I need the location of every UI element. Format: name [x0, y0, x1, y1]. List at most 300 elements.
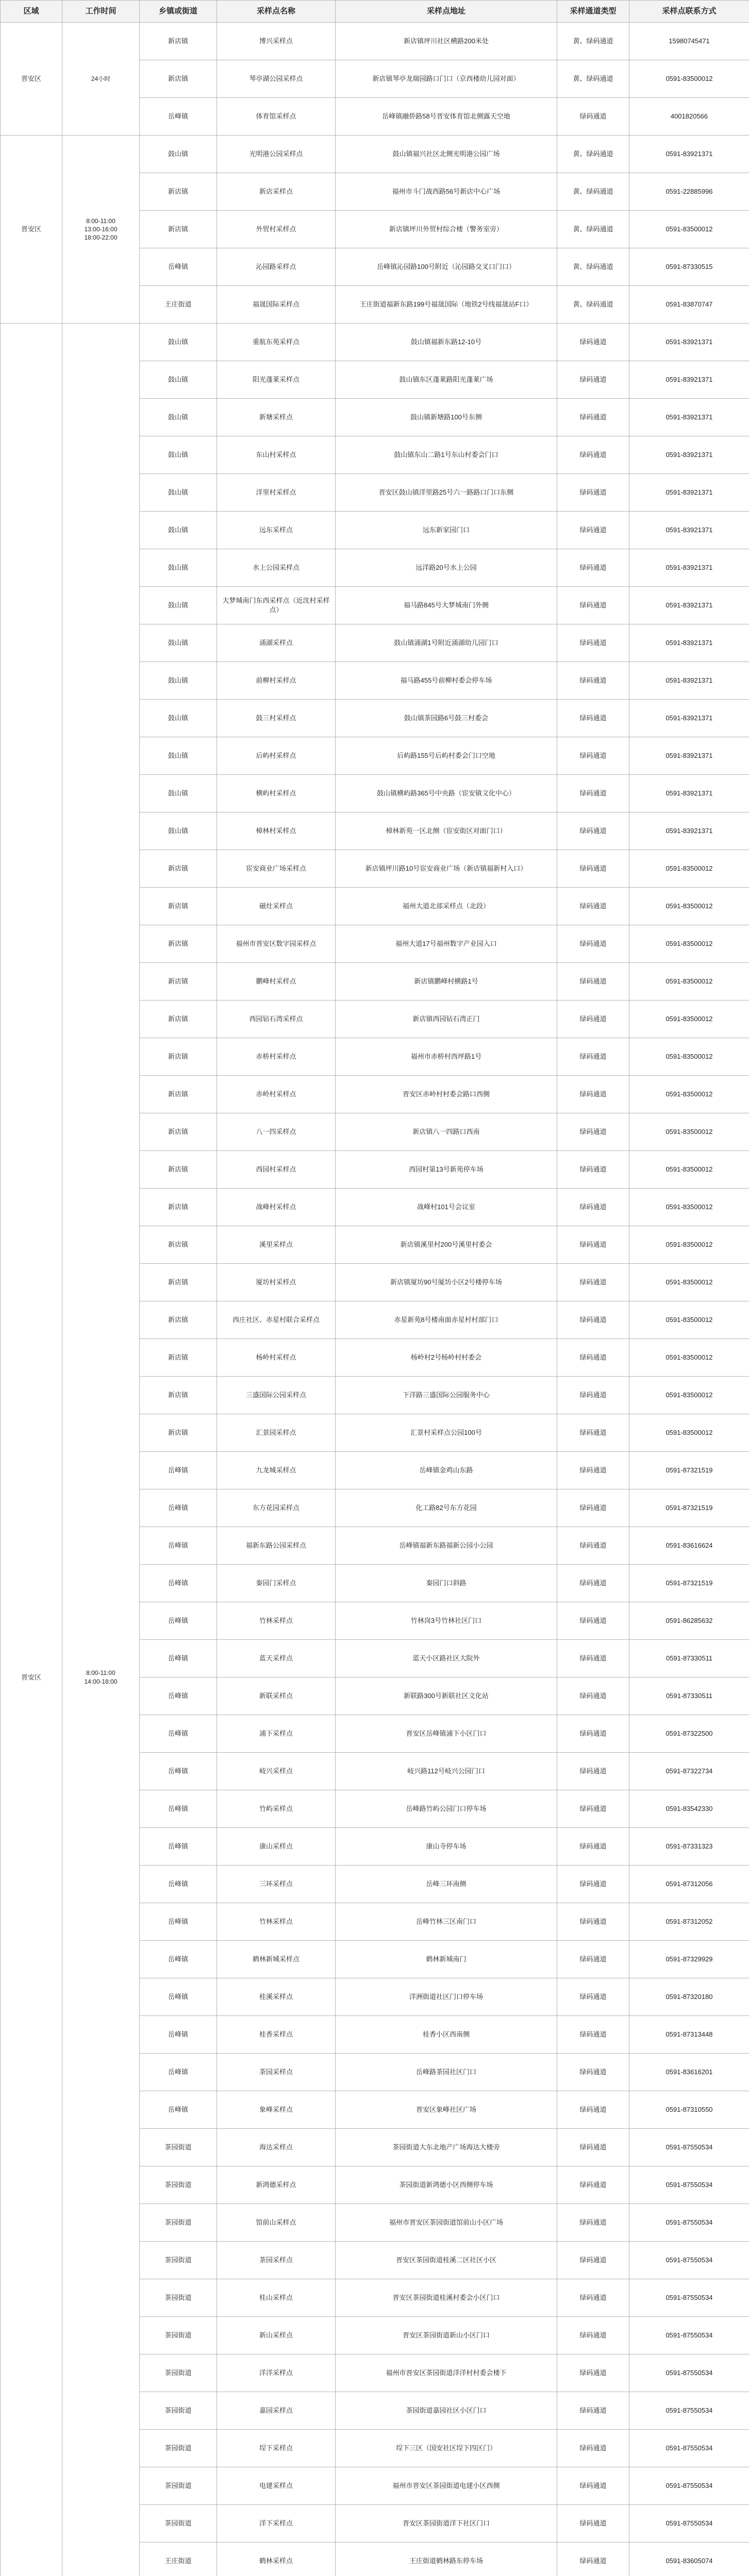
site-name-cell: 岐兴采样点	[217, 1753, 336, 1790]
town-cell: 新店镇	[140, 1414, 217, 1452]
channel-type-cell: 绿码通道	[557, 2505, 629, 2543]
channel-type-cell: 黄、绿码通道	[557, 248, 629, 286]
channel-type-cell: 绿码通道	[557, 399, 629, 436]
site-name-cell: 前柳村采样点	[217, 662, 336, 700]
site-address-cell: 汇景村采样点公园100号	[336, 1414, 557, 1452]
site-name-cell: 横屿村采样点	[217, 775, 336, 812]
channel-type-cell: 绿码通道	[557, 1452, 629, 1489]
site-address-cell: 新店镇坪川社区横路200米处	[336, 23, 557, 60]
site-name-cell: 桂溪采样点	[217, 1978, 336, 2016]
channel-type-cell: 绿码通道	[557, 624, 629, 662]
contact-cell: 0591-87312052	[629, 1903, 749, 1941]
channel-type-cell: 绿码通道	[557, 925, 629, 963]
town-cell: 茶园街道	[140, 2204, 217, 2242]
contact-cell: 0591-87313448	[629, 2016, 749, 2054]
site-name-cell: 新山采样点	[217, 2317, 336, 2354]
town-cell: 岳峰镇	[140, 1753, 217, 1790]
town-cell: 岳峰镇	[140, 1866, 217, 1903]
header-hours: 工作时间	[62, 1, 140, 23]
site-address-cell: 岳峰镇福新东路福新公园小公园	[336, 1527, 557, 1565]
contact-cell: 0591-83921371	[629, 549, 749, 587]
site-address-cell: 岐兴路112号岐兴公园门口	[336, 1753, 557, 1790]
contact-cell: 0591-83500012	[629, 1001, 749, 1038]
contact-cell: 0591-87550534	[629, 2392, 749, 2430]
channel-type-cell: 黄、绿码通道	[557, 173, 629, 211]
town-cell: 新店镇	[140, 850, 217, 888]
site-name-cell: 西园村采样点	[217, 1151, 336, 1189]
site-address-cell: 福州大道北部采样点（北段）	[336, 888, 557, 925]
town-cell: 鼓山镇	[140, 700, 217, 737]
contact-cell: 0591-83921371	[629, 812, 749, 850]
site-name-cell: 馆前山采样点	[217, 2204, 336, 2242]
contact-cell: 0591-83921371	[629, 474, 749, 512]
town-cell: 新店镇	[140, 1151, 217, 1189]
site-name-cell: 桂山采样点	[217, 2279, 336, 2317]
site-name-cell: 磁灶采样点	[217, 888, 336, 925]
town-cell: 茶园街道	[140, 2317, 217, 2354]
town-cell: 岳峰镇	[140, 1527, 217, 1565]
site-name-cell: 茶园采样点	[217, 2242, 336, 2279]
town-cell: 新店镇	[140, 925, 217, 963]
channel-type-cell: 绿码通道	[557, 2129, 629, 2166]
site-address-cell: 新店镇坪川路10号宦安商业广场（新店镇福新村入口）	[336, 850, 557, 888]
town-cell: 茶园街道	[140, 2392, 217, 2430]
town-cell: 新店镇	[140, 1377, 217, 1414]
channel-type-cell: 绿码通道	[557, 1001, 629, 1038]
channel-type-cell: 绿码通道	[557, 1602, 629, 1640]
town-cell: 岳峰镇	[140, 1978, 217, 2016]
site-name-cell: 茶园采样点	[217, 2054, 336, 2091]
contact-cell: 0591-83921371	[629, 436, 749, 474]
site-address-cell: 新店镇琴亭龙瑞园路口门口（京西楼幼儿园对面）	[336, 60, 557, 98]
town-cell: 岳峰镇	[140, 1640, 217, 1677]
site-name-cell: 博兴采样点	[217, 23, 336, 60]
channel-type-cell: 黄、绿码通道	[557, 286, 629, 324]
channel-type-cell: 绿码通道	[557, 1226, 629, 1264]
site-address-cell: 洋洲街道社区门口停车场	[336, 1978, 557, 2016]
contact-cell: 0591-87322734	[629, 1753, 749, 1790]
site-name-cell: 电建采样点	[217, 2467, 336, 2505]
site-address-cell: 晋安区茶园街道洋下社区门口	[336, 2505, 557, 2543]
site-address-cell: 下洋路三盛国际公园服务中心	[336, 1377, 557, 1414]
header-town: 乡镇或街道	[140, 1, 217, 23]
hours-cell: 8:00-11:00 13:00-16:00 18:00-22:00	[62, 135, 140, 324]
site-name-cell: 象峰采样点	[217, 2091, 336, 2129]
site-name-cell: 竹林采样点	[217, 1602, 336, 1640]
site-address-cell: 新店镇厦坊90号厦坊小区2号楼停车场	[336, 1264, 557, 1301]
contact-cell: 0591-83921371	[629, 587, 749, 624]
contact-cell: 0591-87550534	[629, 2317, 749, 2354]
town-cell: 茶园街道	[140, 2279, 217, 2317]
town-cell: 新店镇	[140, 211, 217, 248]
contact-cell: 0591-83921371	[629, 624, 749, 662]
site-address-cell: 福州市晋安区茶园街道电建小区西侧	[336, 2467, 557, 2505]
channel-type-cell: 黄、绿码通道	[557, 23, 629, 60]
site-name-cell: 竹林采样点	[217, 1903, 336, 1941]
town-cell: 鼓山镇	[140, 624, 217, 662]
channel-type-cell: 绿码通道	[557, 2204, 629, 2242]
town-cell: 新店镇	[140, 1226, 217, 1264]
site-name-cell: 沁园路采样点	[217, 248, 336, 286]
contact-cell: 0591-83616624	[629, 1527, 749, 1565]
channel-type-cell: 绿码通道	[557, 2166, 629, 2204]
channel-type-cell: 绿码通道	[557, 2317, 629, 2354]
contact-cell: 0591-83500012	[629, 850, 749, 888]
site-name-cell: 浦下采样点	[217, 1715, 336, 1753]
site-address-cell: 晋安区岳峰镇浦下小区门口	[336, 1715, 557, 1753]
town-cell: 岳峰镇	[140, 2016, 217, 2054]
site-name-cell: 洋里村采样点	[217, 474, 336, 512]
channel-type-cell: 绿码通道	[557, 1189, 629, 1226]
table-header-row	[1, 1, 749, 23]
site-address-cell: 新联路300号新联社区文化站	[336, 1677, 557, 1715]
site-address-cell: 樟林新苑一区北侧（宦安街区对面门口）	[336, 812, 557, 850]
site-address-cell: 战峰村101号会议室	[336, 1189, 557, 1226]
channel-type-cell: 绿码通道	[557, 1753, 629, 1790]
town-cell: 茶园街道	[140, 2505, 217, 2543]
town-cell: 新店镇	[140, 1001, 217, 1038]
site-name-cell: 嘉园采样点	[217, 2392, 336, 2430]
contact-cell: 0591-83500012	[629, 1151, 749, 1189]
town-cell: 鼓山镇	[140, 549, 217, 587]
town-cell: 鼓山镇	[140, 662, 217, 700]
site-name-cell: 竹屿采样点	[217, 1790, 336, 1828]
channel-type-cell: 绿码通道	[557, 1489, 629, 1527]
channel-type-cell: 绿码通道	[557, 775, 629, 812]
contact-cell: 0591-87321519	[629, 1565, 749, 1602]
town-cell: 茶园街道	[140, 2242, 217, 2279]
site-name-cell: 海达采样点	[217, 2129, 336, 2166]
contact-cell: 0591-83616201	[629, 2054, 749, 2091]
header-site-address: 采样点地址	[336, 1, 557, 23]
contact-cell: 0591-87331323	[629, 1828, 749, 1866]
channel-type-cell: 绿码通道	[557, 1565, 629, 1602]
header-channel-type: 采样通道类型	[557, 1, 629, 23]
site-name-cell: 战峰村采样点	[217, 1189, 336, 1226]
contact-cell: 0591-87550534	[629, 2204, 749, 2242]
site-address-cell: 新店镇八一四路口西南	[336, 1113, 557, 1151]
town-cell: 王庄街道	[140, 286, 217, 324]
site-address-cell: 新店镇坪川外贸村综合楼（警务室旁）	[336, 211, 557, 248]
site-name-cell: 福晟国际采样点	[217, 286, 336, 324]
contact-cell: 0591-87550534	[629, 2430, 749, 2467]
town-cell: 岳峰镇	[140, 1602, 217, 1640]
site-name-cell: 洋洋采样点	[217, 2354, 336, 2392]
site-address-cell: 晋安区茶园街道桂溪村委会小区门口	[336, 2279, 557, 2317]
channel-type-cell: 绿码通道	[557, 1527, 629, 1565]
site-name-cell: 外贸村采样点	[217, 211, 336, 248]
site-address-cell: 康山寺停车场	[336, 1828, 557, 1866]
town-cell: 鼓山镇	[140, 474, 217, 512]
area-cell: 晋安区	[1, 324, 62, 2576]
site-address-cell: 鹤林新城南门	[336, 1941, 557, 1978]
town-cell: 新店镇	[140, 888, 217, 925]
contact-cell: 0591-87550534	[629, 2242, 749, 2279]
town-cell: 鼓山镇	[140, 737, 217, 775]
channel-type-cell: 绿码通道	[557, 1941, 629, 1978]
table-row	[1, 135, 749, 173]
contact-cell: 0591-87550534	[629, 2354, 749, 2392]
site-address-cell: 福州市赤桥村西坪路1号	[336, 1038, 557, 1076]
site-address-cell: 鼓山镇涌湖1号附近涌湖幼儿园门口	[336, 624, 557, 662]
town-cell: 新店镇	[140, 23, 217, 60]
channel-type-cell: 绿码通道	[557, 587, 629, 624]
site-name-cell: 新联采样点	[217, 1677, 336, 1715]
contact-cell: 0591-83500012	[629, 1076, 749, 1113]
site-address-cell: 晋安区茶园街道桂溪二区社区小区	[336, 2242, 557, 2279]
channel-type-cell: 绿码通道	[557, 474, 629, 512]
channel-type-cell: 绿码通道	[557, 1113, 629, 1151]
site-address-cell: 鼓山镇东区蓬莱路阳光蓬莱广场	[336, 361, 557, 399]
site-name-cell: 三盛国际公园采样点	[217, 1377, 336, 1414]
channel-type-cell: 绿码通道	[557, 2467, 629, 2505]
town-cell: 岳峰镇	[140, 1828, 217, 1866]
contact-cell: 0591-83500012	[629, 60, 749, 98]
contact-cell: 0591-87312056	[629, 1866, 749, 1903]
site-address-cell: 新店镇西园钻石湾正门	[336, 1001, 557, 1038]
site-name-cell: 福州市晋安区数字园采样点	[217, 925, 336, 963]
site-name-cell: 阳光蓬莱采样点	[217, 361, 336, 399]
site-address-cell: 岳峰镇沁园路100号附近（沁园路交叉口门口）	[336, 248, 557, 286]
town-cell: 岳峰镇	[140, 98, 217, 135]
channel-type-cell: 绿码通道	[557, 1640, 629, 1677]
site-name-cell: 重航东苑采样点	[217, 324, 336, 361]
town-cell: 新店镇	[140, 963, 217, 1001]
town-cell: 鼓山镇	[140, 436, 217, 474]
channel-type-cell: 绿码通道	[557, 2430, 629, 2467]
contact-cell: 0591-83500012	[629, 1264, 749, 1301]
site-name-cell: 西园钻石湾采样点	[217, 1001, 336, 1038]
contact-cell: 0591-86285632	[629, 1602, 749, 1640]
channel-type-cell: 绿码通道	[557, 1377, 629, 1414]
site-name-cell: 涌湖采样点	[217, 624, 336, 662]
channel-type-cell: 绿码通道	[557, 812, 629, 850]
contact-cell: 0591-83870747	[629, 286, 749, 324]
channel-type-cell: 绿码通道	[557, 888, 629, 925]
site-name-cell: 新店采样点	[217, 173, 336, 211]
contact-cell: 0591-83921371	[629, 737, 749, 775]
contact-cell: 0591-87329929	[629, 1941, 749, 1978]
site-address-cell: 鼓山镇茶园路6号鼓三村委会	[336, 700, 557, 737]
contact-cell: 0591-87550534	[629, 2505, 749, 2543]
site-address-cell: 福州市斗门战西路56号新店中心广场	[336, 173, 557, 211]
contact-cell: 0591-87330515	[629, 248, 749, 286]
site-name-cell: 九龙城采样点	[217, 1452, 336, 1489]
site-name-cell: 水上公园采样点	[217, 549, 336, 587]
contact-cell: 0591-83921371	[629, 662, 749, 700]
site-address-cell: 福马路845号大梦城南门外侧	[336, 587, 557, 624]
channel-type-cell: 绿码通道	[557, 2016, 629, 2054]
town-cell: 岳峰镇	[140, 1452, 217, 1489]
area-cell: 晋安区	[1, 135, 62, 324]
site-name-cell: 大梦城南门东西采样点（近沈村采样点）	[217, 587, 336, 624]
town-cell: 岳峰镇	[140, 1677, 217, 1715]
table-row	[1, 23, 749, 60]
contact-cell: 0591-83921371	[629, 135, 749, 173]
site-name-cell: 秦园门采样点	[217, 1565, 336, 1602]
site-address-cell: 化工路82号东方花园	[336, 1489, 557, 1527]
site-address-cell: 鼓山镇东山二路1号东山村委会门口	[336, 436, 557, 474]
town-cell: 新店镇	[140, 60, 217, 98]
site-name-cell: 桂香采样点	[217, 2016, 336, 2054]
town-cell: 茶园街道	[140, 2467, 217, 2505]
channel-type-cell: 绿码通道	[557, 436, 629, 474]
channel-type-cell: 绿码通道	[557, 2242, 629, 2279]
channel-type-cell: 绿码通道	[557, 2543, 629, 2576]
town-cell: 新店镇	[140, 1113, 217, 1151]
site-address-cell: 福州大道17号福州数字产业园入口	[336, 925, 557, 963]
channel-type-cell: 绿码通道	[557, 549, 629, 587]
channel-type-cell: 绿码通道	[557, 2054, 629, 2091]
site-address-cell: 埕下三区（国安社区埕下四区门）	[336, 2430, 557, 2467]
site-name-cell: 福新东路公园采样点	[217, 1527, 336, 1565]
contact-cell: 0591-83500012	[629, 1414, 749, 1452]
site-name-cell: 西庄社区、赤星村联合采样点	[217, 1301, 336, 1339]
town-cell: 岳峰镇	[140, 1565, 217, 1602]
town-cell: 新店镇	[140, 173, 217, 211]
town-cell: 茶园街道	[140, 2430, 217, 2467]
site-address-cell: 鼓山镇福兴社区北侧光明港公园广场	[336, 135, 557, 173]
channel-type-cell: 绿码通道	[557, 1414, 629, 1452]
site-name-cell: 洋下采样点	[217, 2505, 336, 2543]
site-address-cell: 远东新家园门口	[336, 512, 557, 549]
site-name-cell: 新塘采样点	[217, 399, 336, 436]
channel-type-cell: 绿码通道	[557, 850, 629, 888]
channel-type-cell: 绿码通道	[557, 1038, 629, 1076]
site-address-cell: 茶园街道大东北地产广场海达大楼旁	[336, 2129, 557, 2166]
site-address-cell: 福州市晋安区茶园街道馆前山小区广场	[336, 2204, 557, 2242]
town-cell: 鼓山镇	[140, 812, 217, 850]
contact-cell: 0591-83500012	[629, 1301, 749, 1339]
town-cell: 新店镇	[140, 1339, 217, 1377]
channel-type-cell: 绿码通道	[557, 1715, 629, 1753]
site-address-cell: 茶园街道嘉园社区小区门口	[336, 2392, 557, 2430]
site-address-cell: 晋安区鼓山镇洋里路25号六一路路口门口东侧	[336, 474, 557, 512]
site-address-cell: 晋安区赤岭村村委会路口西侧	[336, 1076, 557, 1113]
channel-type-cell: 绿码通道	[557, 2354, 629, 2392]
site-address-cell: 桂香小区西南侧	[336, 2016, 557, 2054]
channel-type-cell: 绿码通道	[557, 361, 629, 399]
hours-cell: 24小时	[62, 23, 140, 135]
contact-cell: 0591-87310550	[629, 2091, 749, 2129]
site-address-cell: 杨岭村2号杨岭村村委会	[336, 1339, 557, 1377]
channel-type-cell: 绿码通道	[557, 737, 629, 775]
site-name-cell: 新鸿德采样点	[217, 2166, 336, 2204]
town-cell: 鼓山镇	[140, 399, 217, 436]
town-cell: 王庄街道	[140, 2543, 217, 2576]
town-cell: 新店镇	[140, 1301, 217, 1339]
town-cell: 茶园街道	[140, 2354, 217, 2392]
town-cell: 鼓山镇	[140, 135, 217, 173]
contact-cell: 0591-87330511	[629, 1640, 749, 1677]
site-address-cell: 蓝天小区路社区大院外	[336, 1640, 557, 1677]
town-cell: 鼓山镇	[140, 361, 217, 399]
table-body	[1, 23, 749, 2576]
town-cell: 新店镇	[140, 1038, 217, 1076]
contact-cell: 0591-87550534	[629, 2166, 749, 2204]
site-name-cell: 八一四采样点	[217, 1113, 336, 1151]
site-address-cell: 新店镇鹏峰村横路1号	[336, 963, 557, 1001]
contact-cell: 0591-83500012	[629, 211, 749, 248]
site-address-cell: 竹林岗3号竹林社区门口	[336, 1602, 557, 1640]
channel-type-cell: 绿码通道	[557, 1978, 629, 2016]
site-name-cell: 远东采样点	[217, 512, 336, 549]
channel-type-cell: 绿码通道	[557, 1339, 629, 1377]
site-name-cell: 琴亭湖公园采样点	[217, 60, 336, 98]
contact-cell: 0591-83605074	[629, 2543, 749, 2576]
contact-cell: 0591-87321519	[629, 1489, 749, 1527]
site-name-cell: 鹤林新城采样点	[217, 1941, 336, 1978]
contact-cell: 0591-83500012	[629, 888, 749, 925]
site-address-cell: 晋安区象峰社区广场	[336, 2091, 557, 2129]
header-site-name: 采样点名称	[217, 1, 336, 23]
contact-cell: 0591-87550534	[629, 2279, 749, 2317]
channel-type-cell: 绿码通道	[557, 512, 629, 549]
contact-cell: 0591-83921371	[629, 361, 749, 399]
site-name-cell: 樟林村采样点	[217, 812, 336, 850]
town-cell: 岳峰镇	[140, 1941, 217, 1978]
channel-type-cell: 绿码通道	[557, 324, 629, 361]
site-name-cell: 体育馆采样点	[217, 98, 336, 135]
site-address-cell: 鼓山镇新塘路100号东侧	[336, 399, 557, 436]
town-cell: 岳峰镇	[140, 1903, 217, 1941]
channel-type-cell: 绿码通道	[557, 963, 629, 1001]
contact-cell: 0591-83500012	[629, 1226, 749, 1264]
site-name-cell: 东山村采样点	[217, 436, 336, 474]
contact-cell: 0591-83542330	[629, 1790, 749, 1828]
contact-cell: 0591-22885996	[629, 173, 749, 211]
contact-cell: 0591-83921371	[629, 700, 749, 737]
town-cell: 鼓山镇	[140, 512, 217, 549]
site-address-cell: 福州市晋安区茶园街道洋洋村村委会楼下	[336, 2354, 557, 2392]
site-address-cell: 赤星新苑8号楼南面赤星村村部门口	[336, 1301, 557, 1339]
channel-type-cell: 绿码通道	[557, 98, 629, 135]
site-name-cell: 鹏峰村采样点	[217, 963, 336, 1001]
area-cell: 晋安区	[1, 23, 62, 135]
contact-cell: 0591-83500012	[629, 963, 749, 1001]
site-address-cell: 王庄街道福新东路199号福晟国际（地铁2号线福晟站F口）	[336, 286, 557, 324]
contact-cell: 0591-87320180	[629, 1978, 749, 2016]
town-cell: 茶园街道	[140, 2166, 217, 2204]
town-cell: 新店镇	[140, 1264, 217, 1301]
contact-cell: 0591-83921371	[629, 512, 749, 549]
site-name-cell: 蓝天采样点	[217, 1640, 336, 1677]
site-address-cell: 岳峰路茶园社区门口	[336, 2054, 557, 2091]
site-name-cell: 鹤林采样点	[217, 2543, 336, 2576]
site-name-cell: 赤桥村采样点	[217, 1038, 336, 1076]
town-cell: 鼓山镇	[140, 775, 217, 812]
channel-type-cell: 绿码通道	[557, 1301, 629, 1339]
site-address-cell: 西园村第13号新苑停车场	[336, 1151, 557, 1189]
contact-cell: 0591-83921371	[629, 399, 749, 436]
site-address-cell: 晋安区茶园街道新山小区门口	[336, 2317, 557, 2354]
town-cell: 岳峰镇	[140, 1790, 217, 1828]
contact-cell: 0591-87321519	[629, 1452, 749, 1489]
channel-type-cell: 绿码通道	[557, 1866, 629, 1903]
channel-type-cell: 绿码通道	[557, 700, 629, 737]
town-cell: 岳峰镇	[140, 248, 217, 286]
site-address-cell: 福马路455号前柳村委会停车场	[336, 662, 557, 700]
site-address-cell: 鼓山镇横屿路365号中央路（宦安镇文化中心）	[336, 775, 557, 812]
channel-type-cell: 绿码通道	[557, 2091, 629, 2129]
site-name-cell: 鼓三村采样点	[217, 700, 336, 737]
site-address-cell: 秦园门口斜路	[336, 1565, 557, 1602]
channel-type-cell: 绿码通道	[557, 2279, 629, 2317]
channel-type-cell: 绿码通道	[557, 662, 629, 700]
contact-cell: 0591-83500012	[629, 1189, 749, 1226]
site-name-cell: 东方花园采样点	[217, 1489, 336, 1527]
channel-type-cell: 绿码通道	[557, 1076, 629, 1113]
